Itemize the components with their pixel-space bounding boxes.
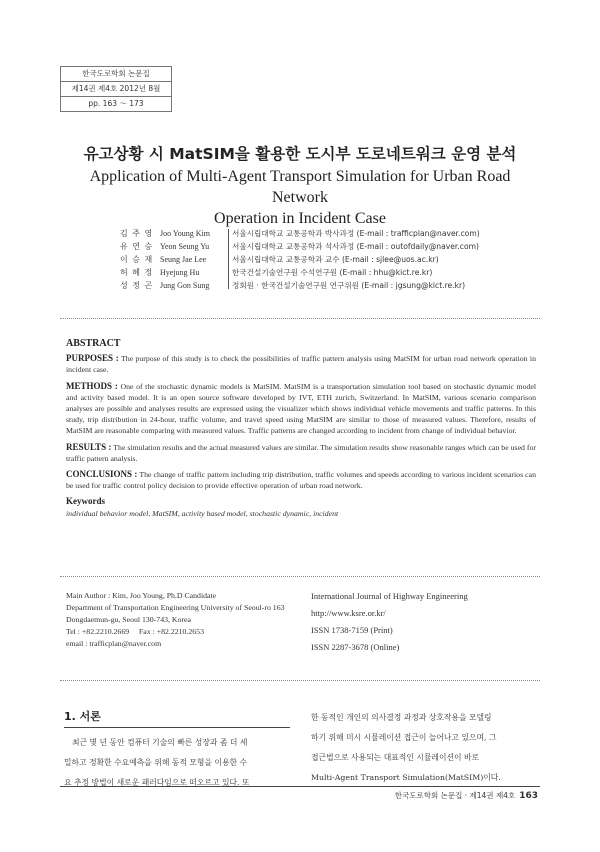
main-author-name: Main Author : Kim, Joo Young, Ph.D Candidate (66, 591, 217, 600)
journal-url: http://www.ksre.or.kr/ (311, 608, 386, 618)
main-author-email: email : trafficplan@naver.com (66, 639, 162, 648)
footer-journal: 한국도로학회 논문집 · 제14권 제4호 (394, 791, 516, 800)
paper-title-english (60, 166, 540, 229)
author-affiliation: 서울시립대학교 교통공학과 박사과정 (E-mail : trafficplan@naver.com) (232, 229, 480, 238)
body-line: 밀하고 정확한 수요예측을 위해 동적 모형을 이용한 수 (64, 758, 248, 767)
page-number: 163 (519, 791, 538, 801)
author-affiliation: 한국건설기술연구원 수석연구원 (E-mail : hhu@kict.re.kr) (232, 268, 433, 277)
paper-title-korean: 유고상황 시 MatSIM을 활용한 도시부 도로네트워크 운영 분석 (83, 145, 517, 163)
body-line: 한 동적인 개인의 의사결정 과정과 상호작용을 모델링 (311, 713, 492, 722)
author-korean-name: 유 연 승 (120, 242, 154, 251)
body-line: 하기 위해 미시 시뮬레이션 접근이 늘어나고 있으며, 그 (311, 733, 497, 742)
author-english-name: Hyejung Hu (160, 268, 200, 277)
journal-title: International Journal of Highway Engineering (311, 591, 468, 601)
body-column-right (311, 708, 537, 788)
author-divider (228, 229, 229, 289)
author-affiliation: 서울시립대학교 교통공학과 석사과정 (E-mail : outofdaily@naver.com) (232, 242, 479, 251)
author-english-name: Joo Young Kim (160, 229, 211, 238)
author-korean-name: 이 승 재 (120, 255, 154, 264)
author-english-name: Yeon Seung Yu (160, 242, 210, 251)
keywords-heading: Keywords (66, 496, 105, 507)
journal-name: 한국도로학회 논문집 (82, 69, 150, 78)
abstract-conclusions (66, 469, 536, 491)
divider-top (60, 318, 540, 319)
body-line: 접근법으로 사용되는 대표적인 시뮬레이션이 바로 (311, 753, 480, 762)
paper-title-english-line1: Application of Multi-Agent Transport Simulation for Urban Road Network (89, 168, 511, 206)
divider-middle (60, 576, 540, 577)
abstract-heading: ABSTRACT (66, 338, 121, 349)
results-label: RESULTS : (66, 441, 112, 452)
main-author-address: Dongdaemun-gu, Seoul 130-743, Korea (66, 615, 191, 624)
main-author-info (66, 590, 285, 650)
purposes-label: PURPOSES : (66, 353, 119, 364)
journal-info-box (60, 66, 172, 112)
journal-issue: 제14권 제4호 2012년 8월 (61, 81, 171, 96)
conclusions-text: The change of traffic pattern including trip distribution, traffic volumes and speeds according to various incident scenarios can be used for traffic control policy decision to provide effective operation of urban road network. (66, 470, 536, 491)
results-text: The simulation results and the actual measured values are similar. The simulation results show reasonable ranges which can be used for traffic pattern analysis. (66, 442, 536, 463)
body-line: 요 추정 방법이 새로운 패러다임으로 떠오르고 있다. 또 (64, 778, 250, 787)
footer-rule (60, 786, 540, 787)
page-footer (395, 790, 538, 801)
journal-publication-info (311, 588, 468, 656)
abstract-section (66, 338, 536, 519)
journal-issn-online: ISSN 2287-3678 (Online) (311, 642, 400, 652)
main-author-dept: Department of Transportation Engineering University of Seoul-ro 163 (66, 603, 285, 612)
abstract-purposes (66, 353, 536, 375)
abstract-results (66, 442, 536, 464)
author-korean-name: 허 혜 정 (120, 268, 154, 277)
conclusions-label: CONCLUSIONS : (66, 469, 138, 480)
journal-pages: pp. 163 ～ 173 (61, 96, 171, 111)
section-title: 1. 서론 (64, 710, 101, 723)
body-column-left (64, 733, 290, 793)
author-affiliation: 정회원 · 한국건설기술연구원 연구위원 (E-mail : jgsung@kict.re.kr) (232, 281, 466, 290)
paper-title-english-line2: Operation in Incident Case (214, 210, 386, 227)
divider-bottom (60, 680, 540, 681)
author-affiliation: 서울시립대학교 교통공학과 교수 (E-mail : sjlee@uos.ac.kr) (232, 255, 439, 264)
methods-text: One of the stochastic dynamic models is MatSIM. MatSIM is a transportation simulation tool based on stochastic dynamic model and activity based model. It is an open source software developed by IVT, ETH zurich, Switzerland. In MatSIM, various scenario comparison analyses are possible and analyses results are expressed using the visualizer which shows individual vehicle movements and traffic patterns. In this study, trip distribution in 24-hour, traffic volume, and travel speed using MatSIM are similar to those of measured values. Therefore, results of MatSIM are reasonable comparing with measured values. Traffic patterns are changed according to incident from change of individual behavior. (66, 381, 536, 436)
journal-issn-print: ISSN 1738-7159 (Print) (311, 625, 393, 635)
author-english-name: Jung Gon Sung (160, 281, 210, 290)
methods-label: METHODS : (66, 380, 118, 391)
section-title-rule (64, 727, 290, 728)
body-line: 최근 몇 년 동안 컴퓨터 기술의 빠른 성장과 좀 더 세 (72, 738, 248, 747)
purposes-text: The purpose of this study is to check the possibilities of traffic pattern analysis using MatSIM for urban road network operation in incident case. (66, 354, 536, 375)
main-author-phone: Tel : +82.2210.2669 Fax : +82.2210.2653 (66, 627, 204, 636)
body-line: Multi-Agent Transport Simulation(MatSIM)이다. (311, 773, 501, 782)
abstract-methods (66, 381, 536, 437)
author-korean-name: 김 주 영 (120, 229, 154, 238)
author-english-name: Seung Jae Lee (160, 255, 207, 264)
keywords-list: individual behavior model, MatSIM, activity based model, stochastic dynamic, incident (66, 508, 339, 518)
author-korean-name: 성 정 곤 (120, 281, 154, 290)
